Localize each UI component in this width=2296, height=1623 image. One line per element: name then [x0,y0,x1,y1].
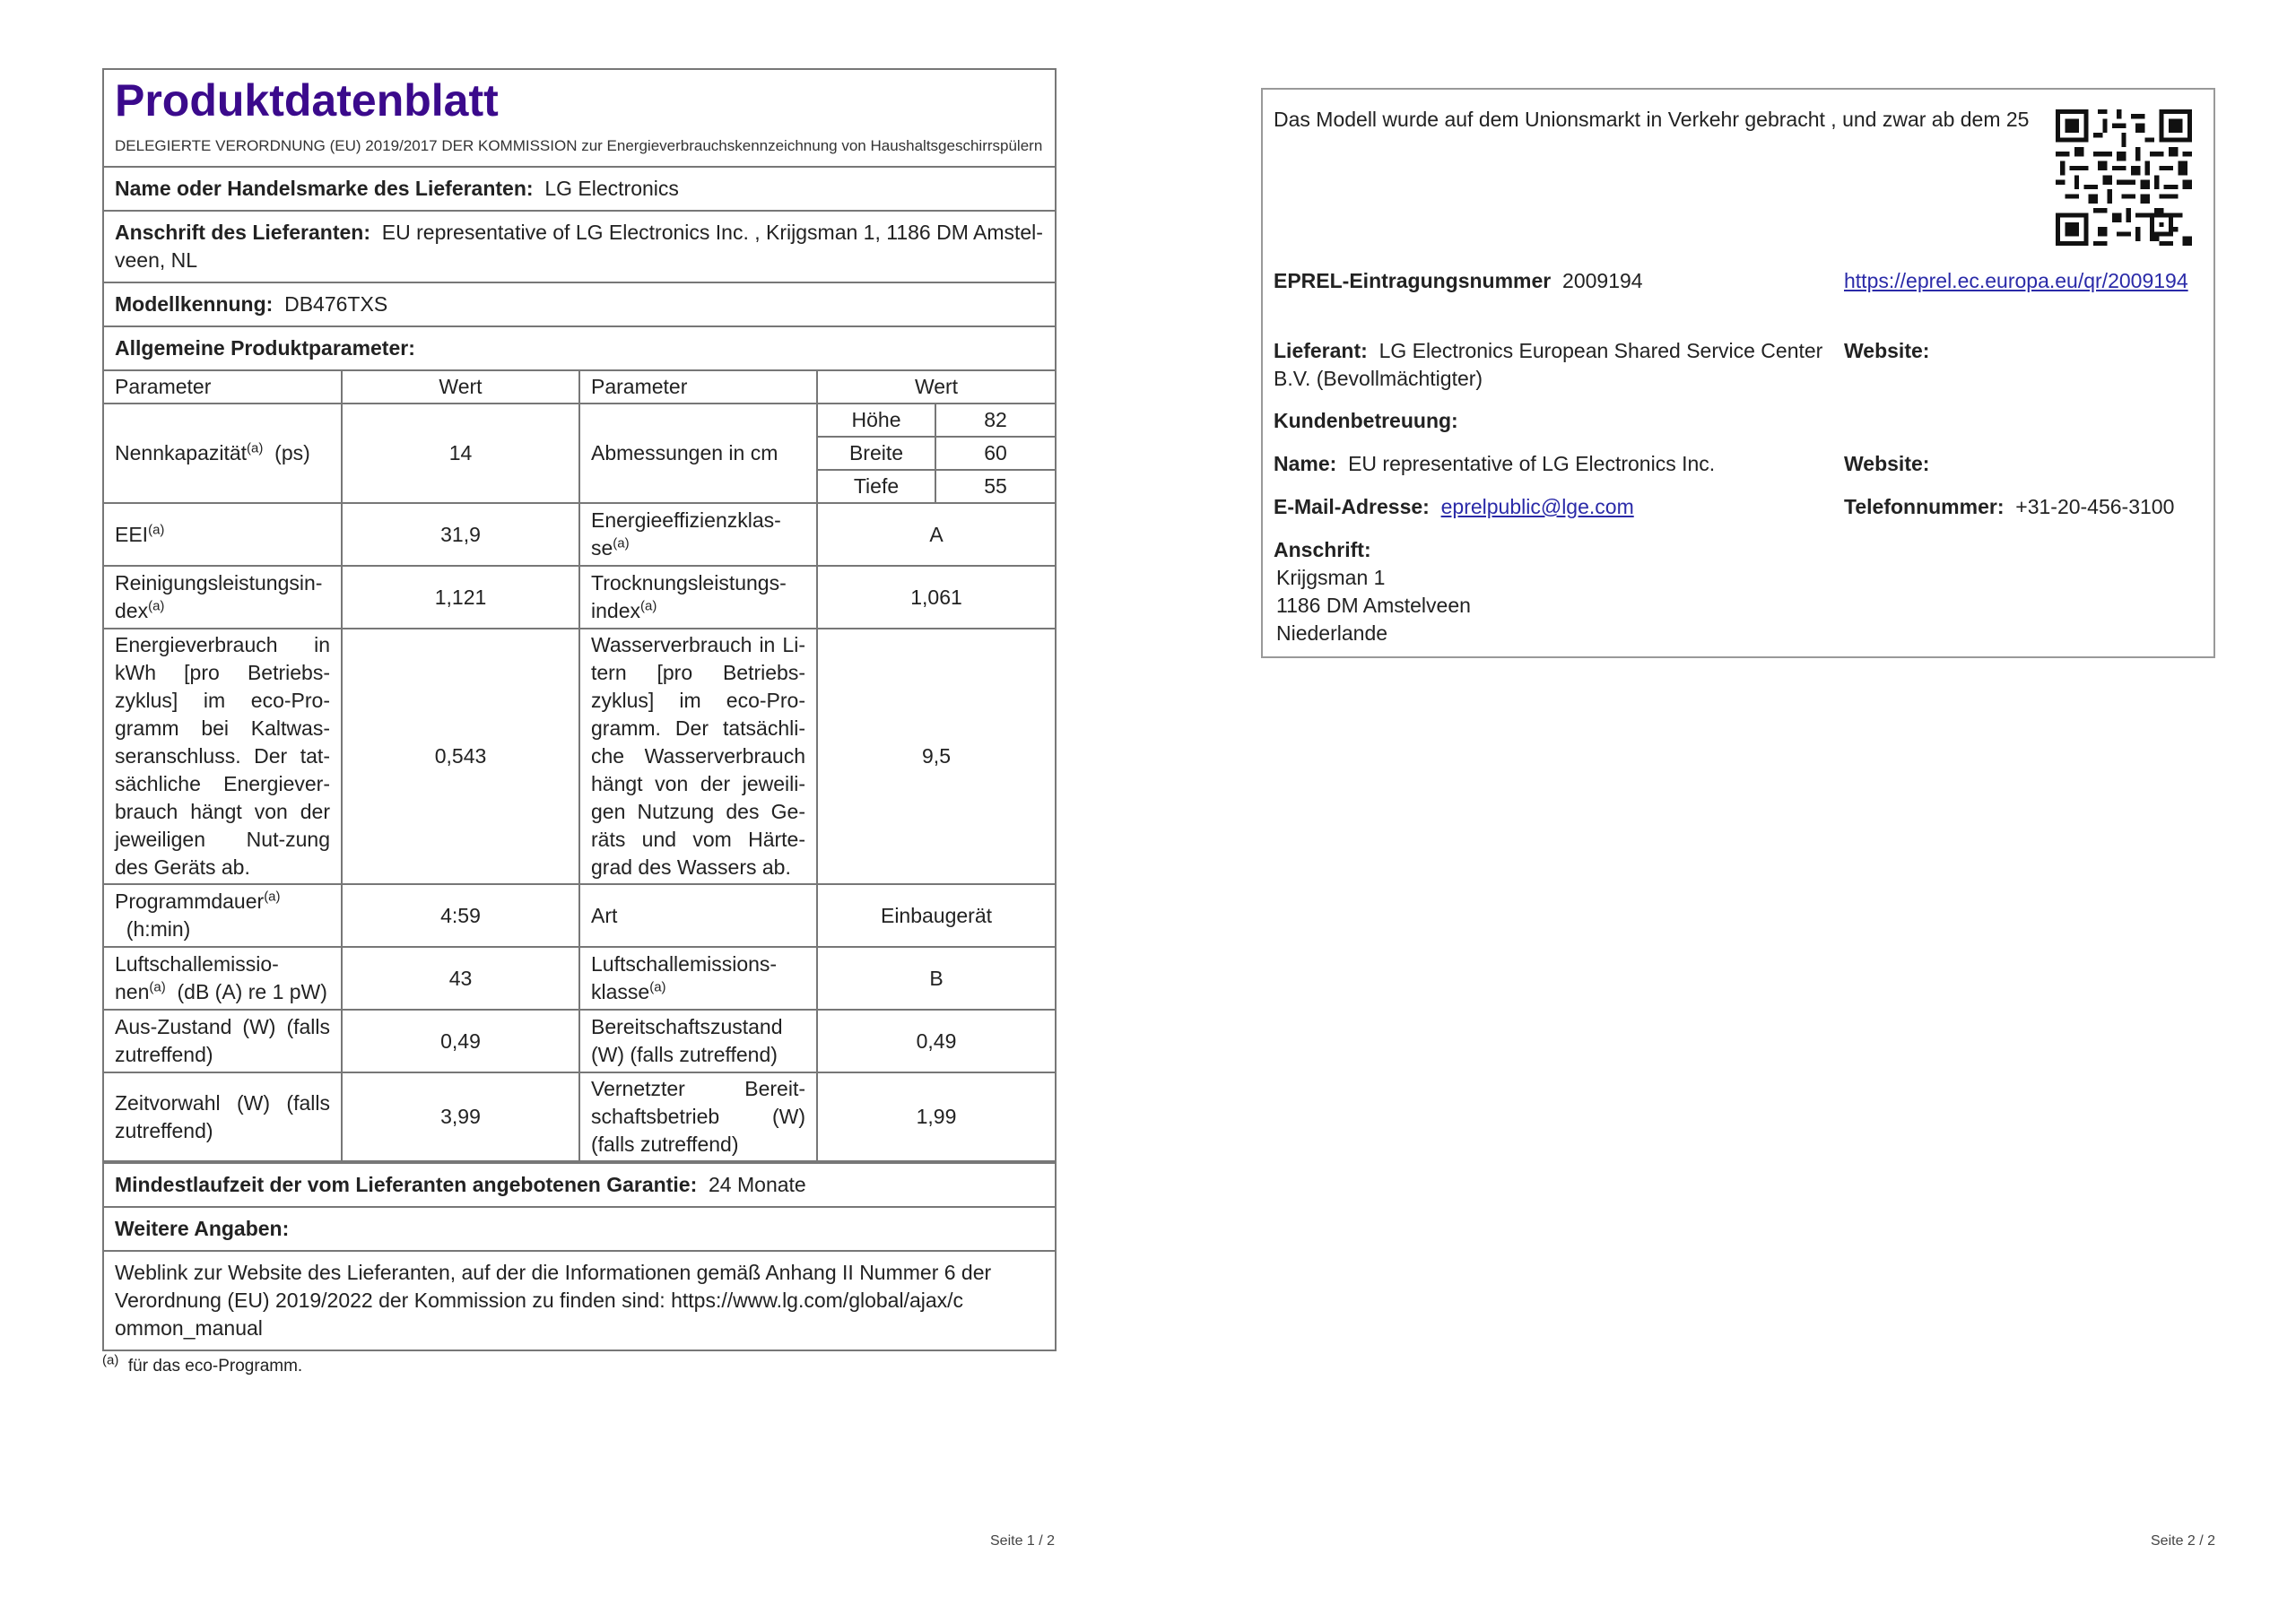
address-label: Anschrift: [1274,538,1371,561]
noise-class-value: B [817,947,1055,1010]
header-value-1: Wert [342,371,579,404]
noise-label-cell: Luftschallemissio-nen$^{(a)}$ (dB (A) re 1 pW) [104,947,342,1010]
table-row [104,884,1055,947]
table-row [104,629,1055,884]
width-value: 60 [935,437,1055,470]
table-row [104,947,1055,1010]
customer-service-row [1274,407,2206,435]
off-mode-value: 0,49 [342,1010,579,1072]
model-id: DB476TXS [284,292,388,316]
drying-value: 1,061 [817,566,1055,629]
page-number-2: Seite 2 / 2 [2151,1533,2216,1549]
weblink-text: Weblink zur Website des Lieferanten, auf der die Informationen gemäß Anhang II Nummer 6 der Verordnung (EU) 2019/2022 der Kommission zu finden sind: https://www.lg.com/global/ajax/c ommon_manual [115,1261,992,1340]
eprel-info-box [1261,88,2215,658]
eprel-link[interactable]: https://eprel.ec.europa.eu/qr/2009194 [1844,269,2188,292]
warranty-label: Mindestlaufzeit der vom Lieferanten angebotenen Garantie: [115,1173,698,1196]
depth-value: 55 [935,470,1055,503]
weblink-row [104,1250,1055,1350]
type-label: Art [579,884,817,947]
network-standby-label: Vernetzter Bereit-schaftsbetrieb (W) (falls zutreffend) [579,1072,817,1161]
general-params-label: Allgemeine Produktparameter: [115,336,415,360]
capacity-value: 14 [342,404,579,503]
noise-value: 43 [342,947,579,1010]
email-label: E-Mail-Adresse: [1274,495,1430,518]
table-row [104,1010,1055,1072]
dimensions-label: Abmessungen in cm [579,404,817,503]
page-1 [102,68,1057,1376]
sheet-header [104,70,1055,166]
market-text: Das Modell wurde auf dem Unionsmarkt in Verkehr gebracht , und zwar ab dem 25 [1274,108,2030,131]
water-use-value: 9,5 [817,629,1055,884]
depth-label: Tiefe [817,470,935,503]
eprel-number: 2009194 [1562,269,1643,292]
page-title: Produktdatenblatt [115,75,499,126]
header-value-2: Wert [817,371,1055,404]
table-row [104,503,1055,566]
customer-service-label: Kundenbetreuung: [1274,409,1458,432]
phone-value: +31-20-456-3100 [2015,495,2175,518]
website-label-2: Website: [1844,452,1930,475]
name-label: Name: [1274,452,1337,475]
name-value: EU representative of LG Electronics Inc. [1348,452,1716,475]
page-number-1: Seite 1 / 2 [990,1533,1056,1549]
height-label: Höhe [817,404,935,437]
phone-label: Telefonnummer: [1844,495,2005,518]
table-row [104,566,1055,629]
warranty-row [104,1162,1055,1206]
header-param-2: Parameter [579,371,817,404]
address-line-1: Krijgsman 1 [1276,566,1386,589]
cleaning-label-cell: Reinigungsleistungsin-dex$^{(a)}$ [104,566,342,629]
footnote-text: für das eco-Programm. [127,1357,303,1376]
website-label: Website: [1844,339,1930,362]
params-table-wrap [104,369,1055,1162]
warranty-value: 24 Monate [709,1173,806,1196]
standby-value: 0,49 [817,1010,1055,1072]
table-header-row [104,371,1055,404]
footnote [102,1352,1057,1376]
off-mode-label: Aus-Zustand (W) (falls zutreffend) [104,1010,342,1072]
eprel-label: EPREL-Eintragungsnummer [1274,269,1552,292]
supplier-name-row [104,166,1055,210]
model-row [104,282,1055,325]
height-value: 82 [935,404,1055,437]
energy-use-label: Energieverbrauch in kWh [pro Betriebs-zyklus] im eco-Pro-gramm bei Kaltwas-seranschluss. Der tat-sächliche Energiever-brauch hängt von der jeweiligen Nut-zung des Geräts ab. [104,629,342,884]
delay-start-value: 3,99 [342,1072,579,1161]
address-line-2: 1186 DM Amstelveen [1276,594,1471,617]
product-data-sheet [102,68,1057,1351]
supplier-address: EU representative of LG Electronics Inc. , Krijgsman 1, 1186 DM Amstel-veen, NL [115,221,1043,272]
cleaning-value: 1,121 [342,566,579,629]
model-label: Modellkennung: [115,292,274,316]
energy-class-label-cell: Energieeffizienzklas-$se^{(a)}$ [579,503,817,566]
standby-label: Bereitschaftszustand (W) (falls zutreffend) [579,1010,817,1072]
footnote-marker: (a) [102,1352,119,1368]
water-use-label: Wasserverbrauch in Li-tern [pro Betriebs-zyklus] im eco-Pro-gramm. Der tatsächli-che Wasserverbrauch hängt von der jeweili-gen Nutzung des Ge-räts und vom Härte-grad des Wassers ab. [579,629,817,884]
supplier-label: Lieferant: [1274,339,1368,362]
supplier-address-row [104,210,1055,282]
energy-class-value: A [817,503,1055,566]
supplier-name: LG Electronics [544,177,679,200]
params-table [104,371,1055,1162]
regulation-text: DELEGIERTE VERORDNUNG (EU) 2019/2017 DER KOMMISSION zur Energieverbrauchskennzeichnung von Haushaltsgeschirrspülern [115,137,1043,154]
delay-start-label: Zeitvorwahl (W) (falls zutreffend) [104,1072,342,1161]
duration-label-cell: Programmdauer$^{(a)}$ (h:min) [104,884,342,947]
supplier-address-label: Anschrift des Lieferanten: [115,221,370,244]
duration-value: 4:59 [342,884,579,947]
width-label: Breite [817,437,935,470]
noise-class-label-cell: Luftschallemissions-klasse$^{(a)}$ [579,947,817,1010]
drying-label-cell: Trocknungsleistungs-index$^{(a)}$ [579,566,817,629]
further-info-label: Weitere Angaben: [115,1217,290,1240]
general-params-row [104,325,1055,369]
energy-use-value: 0,543 [342,629,579,884]
email-link[interactable]: eprelpublic@lge.com [1440,495,1634,518]
address-block [1274,536,2206,647]
further-info-row [104,1206,1055,1250]
table-row [104,404,1055,437]
address-line-3: Niederlande [1276,621,1388,645]
network-standby-value: 1,99 [817,1072,1055,1161]
page-2 [1261,88,2215,658]
table-row [104,1072,1055,1161]
qr-code-icon [2056,109,2192,246]
supplier-name-label: Name oder Handelsmarke des Lieferanten: [115,177,534,200]
type-value: Einbaugerät [817,884,1055,947]
eei-value: 31,9 [342,503,579,566]
supplier-value: LG Electronics European Shared Service Center B.V. (Bevollmächtigter) [1274,339,1823,390]
capacity-label-cell: Nennkapazität$^{(a)}$ (ps) [104,404,342,503]
eei-label-cell: EEI$^{(a)}$ [104,503,342,566]
header-param-1: Parameter [104,371,342,404]
